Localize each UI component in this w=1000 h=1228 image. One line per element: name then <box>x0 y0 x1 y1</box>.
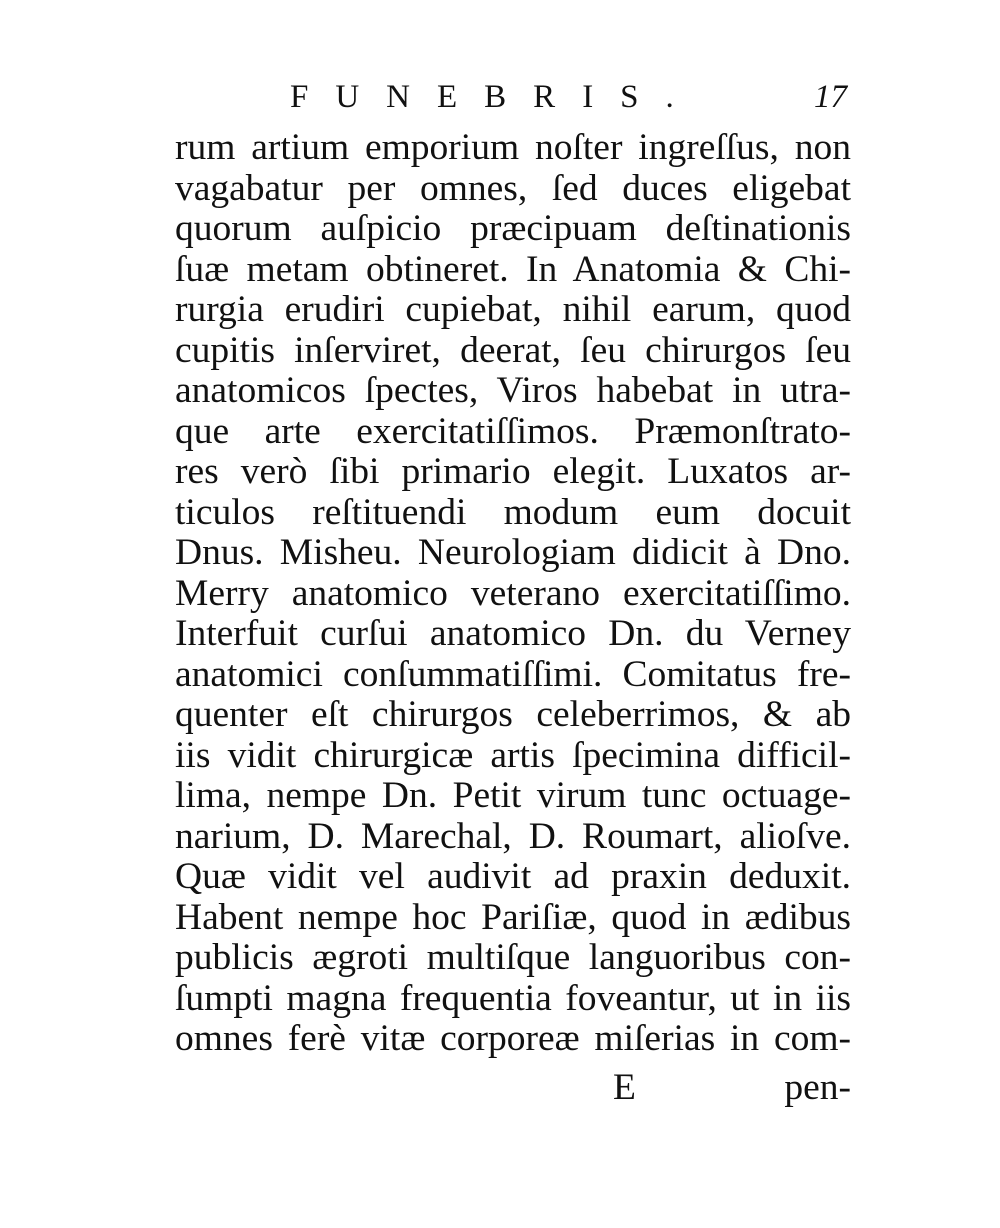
text-line: Habent nempe hoc Pariſiæ, quod in ædibus <box>175 896 851 938</box>
running-title: FUNEBRIS. <box>290 79 701 115</box>
text-line: quenter eſt chirurgos celeberrimos, & ab <box>175 694 851 735</box>
text-line: que arte exercitatiſſimos. Præmonſtrato- <box>175 410 851 452</box>
text-line: Dnus. Misheu. Neurologiam didicit à Dno. <box>175 532 851 573</box>
text-line: vagabatur per omnes, ſed duces eligebat <box>175 167 851 209</box>
text-line: anatomici conſummatiſſimi. Comitatus fre- <box>175 653 851 695</box>
text-line: ſuæ metam obtineret. In Anatomia & Chi- <box>175 248 851 290</box>
text-line: omnes ferè vitæ corporeæ miſerias in com- <box>175 1018 851 1059</box>
text-line: publicis ægroti multiſque languoribus con- <box>175 937 851 978</box>
signature-mark: E <box>613 1067 636 1108</box>
catchword: pen- <box>784 1067 851 1108</box>
text-line: Merry anatomico veterano exercitatiſſimo. <box>175 572 851 614</box>
text-line: narium, D. Marechal, D. Roumart, alioſve. <box>175 815 851 857</box>
text-line: rum artium emporium noſter ingreſſus, non <box>175 127 851 168</box>
text-line: anatomicos ſpectes, Viros habebat in utra- <box>175 370 851 411</box>
text-line: ſumpti magna frequentia foveantur, ut in iis <box>175 977 851 1019</box>
page-number: 17 <box>814 79 847 115</box>
text-line: res verò ſibi primario elegit. Luxatos ar- <box>175 451 851 492</box>
text-line: lima, nempe Dn. Petit virum tunc octuage- <box>175 775 851 816</box>
text-line: iis vidit chirurgicæ artis ſpecimina difficil- <box>175 734 851 776</box>
text-line: ticulos reſtituendi modum eum docuit <box>175 491 851 533</box>
text-line: quorum auſpicio præcipuam deſtinationis <box>175 208 851 249</box>
text-line: Quæ vidit vel audivit ad praxin deduxit. <box>175 856 851 897</box>
page-header <box>175 72 855 122</box>
body-text <box>175 128 851 1060</box>
page-footer <box>175 1066 851 1110</box>
text-line: rurgia erudiri cupiebat, nihil earum, quod <box>175 289 851 330</box>
text-line: cupitis inſerviret, deerat, ſeu chirurgos ſeu <box>175 329 851 371</box>
text-line: Interfuit curſui anatomico Dn. du Verney <box>175 613 851 654</box>
